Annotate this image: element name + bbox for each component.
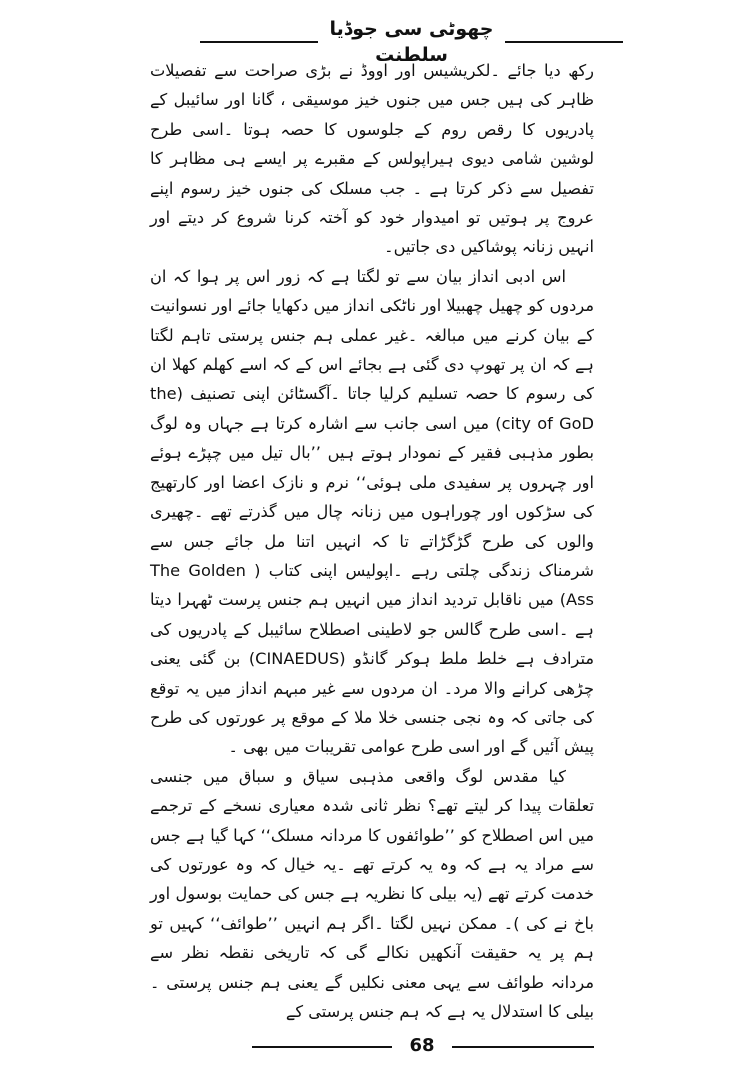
page-number: 68: [409, 1035, 435, 1056]
running-title: چھوٹی سی جوڈیا سلطنت: [329, 18, 494, 66]
page-header: [0, 10, 748, 66]
paragraph-2: اس ادبی انداز بیان سے تو لگتا ہے کہ زور اس پر ہوا کہ ان مردوں کو چھیل چھبیلا اور ناٹکی انداز میں دکھایا جائے اور نسوانیت کے بیان کرنے میں مبالغہ ۔غیر عملی ہم جنس پرستی تاہم لگتا ہے کہ ان پر تھوپ دی گئی ہے بجائے اس کے کہ اسے کھلم کھلا ان کی رسوم کا حصہ تسلیم کرلیا جاتا ۔آگسٹائن اپنی تصنیف (the city of GoD) میں اسی جانب سے اشارہ کرتا ہے جہاں وہ لوگ بطور مذہبی فقیر کے نمودار ہوتے ہیں ’’بال تیل میں چپڑے ہوئے اور چہروں پر سفیدی ملی ہوئی‘‘ نرم و نازک اعضا اور کارتھیج کی سڑکوں اور چوراہوں میں زنانہ چال میں گذرتے تھے ۔چھیری والوں کی طرح گڑگڑاتے تا کہ انہیں اتنا مل جائے جس سے شرمناک زندگی چلتی رہے ۔اپولیس اپنی کتاب ( The Golden Ass) میں ناقابل تردید انداز میں انہیں ہم جنس پرست ٹھہرا دیتا ہے ۔اسی طرح گالس جو لاطینی اصطلاح سائیبل کے پادریوں کی مترادف ہے خلط ملط ہوکر گانڈو (CINAEDUS) بن گئی یعنی چڑھی کرانے والا مرد۔ ان مردوں سے غیر مبہم انداز میں یہ توقع کی جاتی کہ وہ نجی جنسی خلا ملا کے موقع پر عورتوں کی طرح پیش آئیں گے اور اسی طرح عوامی تقریبات میں بھی ۔: [150, 266, 595, 757]
header-rule-right: [505, 41, 623, 43]
page-footer: [0, 1030, 748, 1070]
paragraph-1: رکھ دیا جائے ۔لکریشیس اور اووڈ نے بڑی صراحت سے تفصیلات ظاہر کی ہیں جس میں جنوں خیز موسیقی ، گانا اور سائیبل کے پادریوں کا رقص روم کے جلوسوں کا حصہ ہوتا ۔اسی طرح لوشین شامی دیوی ہیراپولس کے مقبرے پر ایسے ہی مظاہر کا تفصیل سے ذکر کرتا ہے ۔ جب مسلک کی جنوں خیز رسوم اپنے عروج پر ہوتیں تو امیدوار خود کو آختہ کرنا شروع کر دیتے اور انہیں زنانہ پوشاکیں دی جاتیں۔: [150, 61, 594, 257]
paragraph-3: کیا مقدس لوگ واقعی مذہبی سیاق و سباق میں جنسی تعلقات پیدا کر لیتے تھے؟ نظر ثانی شدہ معیاری نسخے کے ترجمے میں اس اصطلاح کو ’’طوائفوں کا مردانہ مسلک‘‘ کہا گیا ہے جس سے مراد یہ ہے کہ وہ یہ کرتے تھے ۔یہ خیال کہ وہ عورتوں کی خدمت کرتے تھے (یہ بیلی کا نظریہ ہے جس کی حمایت بوسول اور باخ نے کی )۔ ممکن نہیں لگتا ۔اگر ہم انہیں ’’طوائف‘‘ کہیں تو ہم پر یہ حقیقت آنکھیں نکالے گی کہ تاریخی نقطہ نظر سے مردانہ طوائف سے یہی معنی نکلیں گے یعنی ہم جنس پرستی ۔بیلی کا استدلال یہ ہے کہ ہم جنس پرستی کے: [150, 766, 594, 1021]
page-body: [150, 56, 594, 1026]
footer-rule-left: [252, 1046, 392, 1048]
header-rule-left: [200, 41, 318, 43]
footer-rule-right: [452, 1046, 594, 1048]
